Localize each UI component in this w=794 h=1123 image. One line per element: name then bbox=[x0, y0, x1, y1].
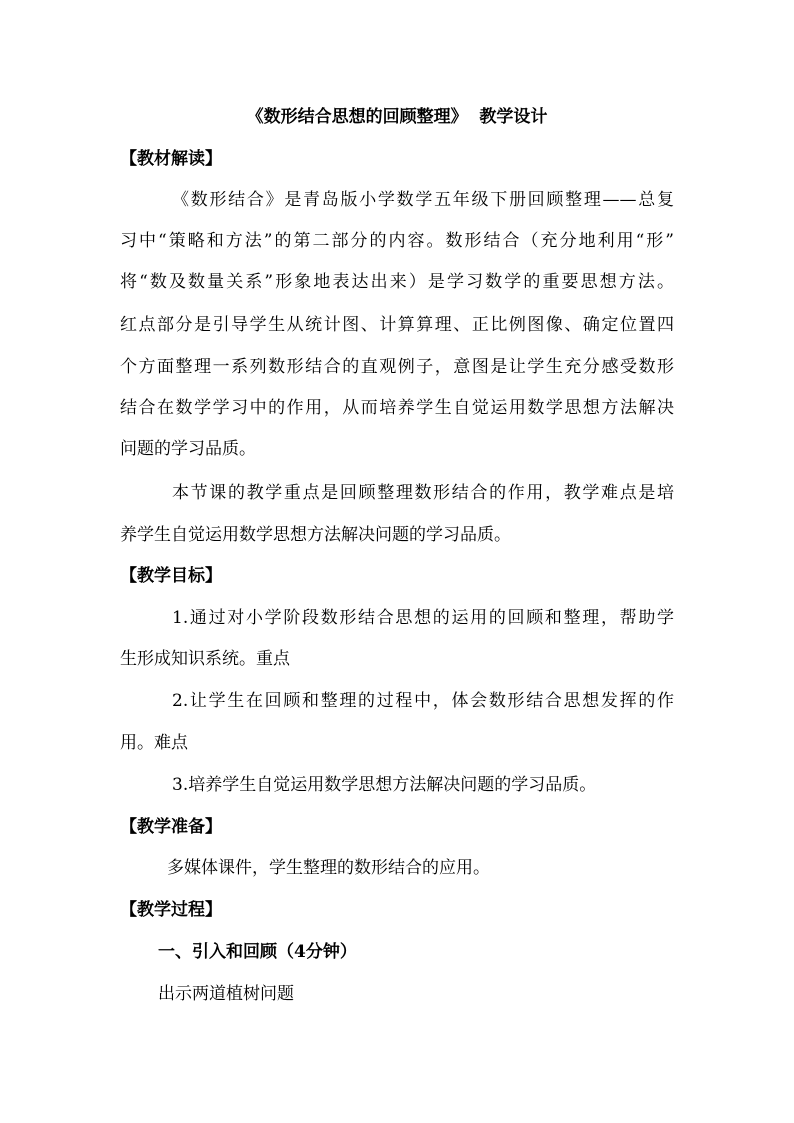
section-heading-process: 【教学过程】 bbox=[120, 900, 222, 920]
goal-item-line: 2.让学生在回顾和整理的过程中，体会数形结合思想发挥的作 bbox=[172, 691, 674, 711]
paragraph-line: 个方面整理一系列数形结合的直观例子，意图是让学生充分感受数形 bbox=[120, 357, 674, 377]
goal-item-line: 3.培养学生自觉运用数学思想方法解决问题的学习品质。 bbox=[172, 775, 597, 795]
paragraph-line: 结合在数学学习中的作用，从而培养学生自觉运用数学思想方法解决 bbox=[120, 398, 674, 418]
paragraph-line: 养学生自觉运用数学思想方法解决问题的学习品质。 bbox=[120, 525, 511, 545]
goal-item-line: 生形成知识系统。重点 bbox=[120, 649, 290, 669]
preparation-text: 多媒体课件，学生整理的数形结合的应用。 bbox=[167, 858, 490, 878]
goal-item-line: 用。难点 bbox=[120, 733, 188, 753]
process-step-text: 出示两道植树问题 bbox=[158, 984, 294, 1004]
paragraph-line: 问题的学习品质。 bbox=[120, 439, 256, 459]
section-heading-preparation: 【教学准备】 bbox=[120, 817, 222, 837]
document-title: 《数形结合思想的回顾整理》 教学设计 bbox=[246, 107, 548, 127]
section-heading-goals: 【教学目标】 bbox=[120, 566, 222, 586]
paragraph-line: 习中“策略和方法”的第二部分的内容。数形结合（充分地利用“形” bbox=[120, 231, 674, 251]
paragraph-line: 本节课的教学重点是回顾整理数形结合的作用，教学难点是培 bbox=[172, 483, 674, 503]
process-step-heading: 一、引入和回顾（4分钟） bbox=[158, 942, 357, 962]
paragraph-line: 《数形结合》是青岛版小学数学五年级下册回顾整理——总复 bbox=[172, 190, 674, 210]
section-heading-material: 【教材解读】 bbox=[120, 149, 222, 169]
paragraph-line: 将“数及数量关系”形象地表达出来）是学习数学的重要思想方法。 bbox=[120, 272, 674, 292]
paragraph-line: 红点部分是引导学生从统计图、计算算理、正比例图像、确定位置四 bbox=[120, 315, 674, 335]
goal-item-line: 1.通过对小学阶段数形结合思想的运用的回顾和整理，帮助学 bbox=[172, 608, 674, 628]
